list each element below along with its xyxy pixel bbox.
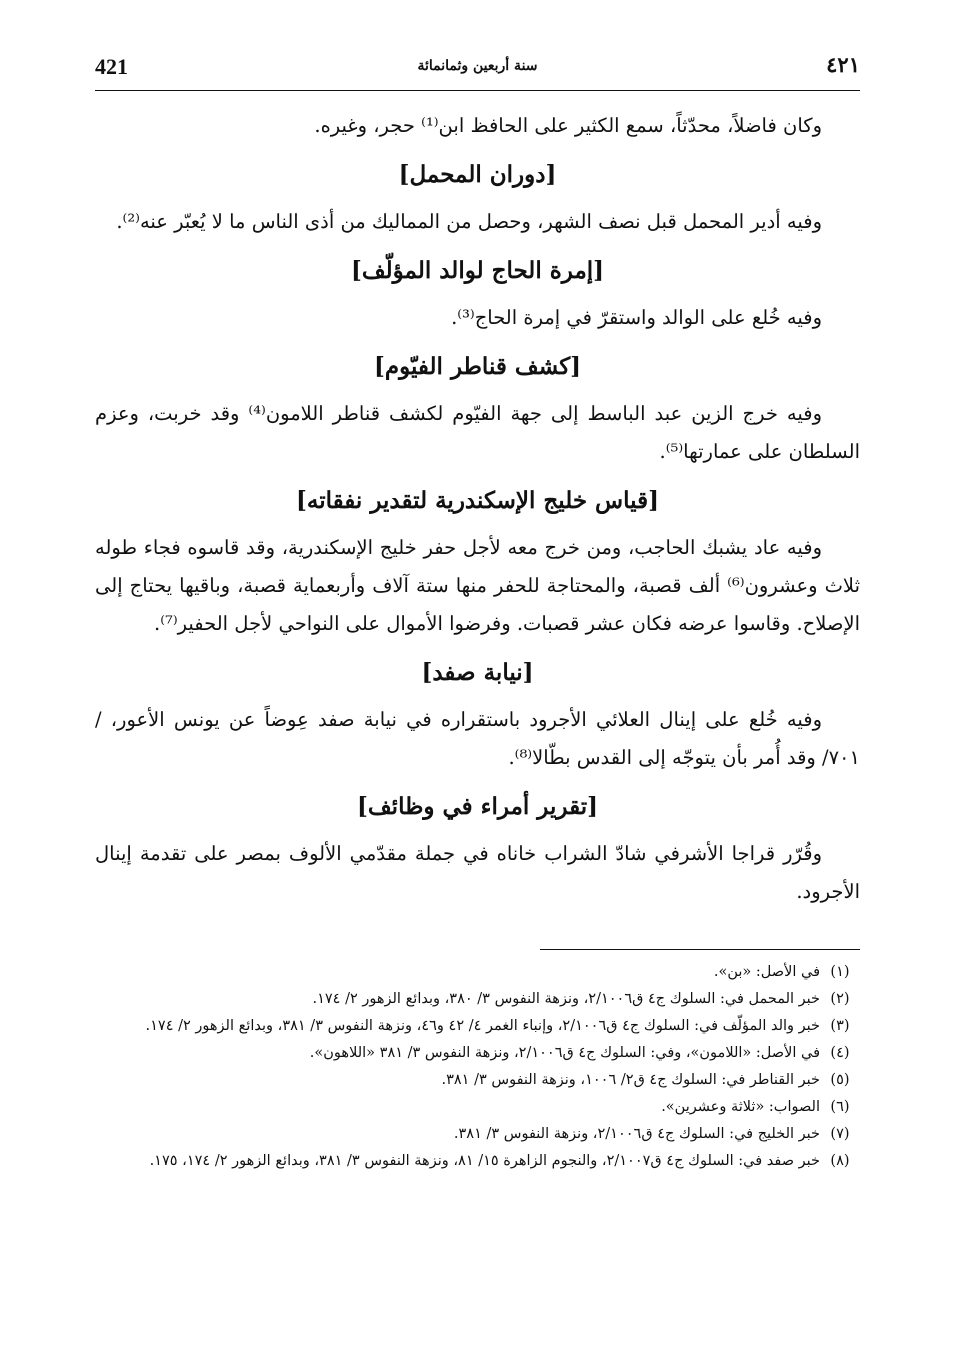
footnote-number: (٥) bbox=[830, 1072, 850, 1088]
footnote-text: الصواب: «ثلاثة وعشرين». bbox=[661, 1099, 820, 1115]
paragraph: وكان فاضلاً، محدّثاً، سمع الكثير على الحافظ ابن⁽¹⁾ حجر، وغيره. bbox=[314, 114, 822, 137]
footnote-number: (١) bbox=[830, 964, 850, 980]
footnote-text: خبر والد المؤلّف في: السلوك ج٤ ق٢/١٠٠٦، وإنباء الغمر ٤/ ٤٢ و٤٦، ونزهة النفوس ٣/ ٣٨١، وبدائع الزهور ٢/ ١٧٤. bbox=[145, 1018, 820, 1034]
footnote-text: خبر المحمل في: السلوك ج٤ ق٢/١٠٠٦، ونزهة النفوس ٣/ ٣٨٠، وبدائع الزهور ٢/ ١٧٤. bbox=[312, 991, 820, 1007]
footnote bbox=[95, 1014, 860, 1038]
footnote-text: في الأصل: «اللامون»، وفي: السلوك ج٤ ق٢/١٠٠٦، ونزهة النفوس ٣/ ٣٨١ «اللاهون». bbox=[309, 1045, 820, 1061]
section-heading: [كشف قناطر الفيّوم] bbox=[373, 353, 582, 380]
paragraph: وقُرّر قراجا الأشرفي شادّ الشراب خاناه في جملة مقدّمي الألوف بمصر على تقدمة إينال الأجرود. bbox=[95, 842, 860, 903]
footnote-text: خبر صفد في: السلوك ج٤ ق٢/١٠٠٧، والنجوم الزاهرة ١٥/ ٨١، ونزهة النفوس ٣/ ٣٨١، وبدائع الزهور ٢/ ١٧٤، ١٧٥. bbox=[149, 1153, 820, 1169]
main-text bbox=[95, 107, 860, 911]
footnote-number: (٧) bbox=[830, 1126, 850, 1142]
paragraph: وفيه عاد يشبك الحاجب، ومن خرج معه لأجل حفر خليج الإسكندرية، وقد قاسوه فجاء طوله ثلاث وعشرون⁽⁶⁾ ألف قصبة، والمحتاجة للحفر منها ستة آلاف وأربعماية قصبة، وباقيها يحتاج إلى الإصلاح. وقاسوا عرضه فكان عشر قصبات. وفرضوا الأموال على النواحي لأجل الحفير⁽⁷⁾. bbox=[95, 536, 860, 635]
section-heading: [قياس خليج الإسكندرية لتقدير نفقاته] bbox=[296, 487, 659, 514]
paragraph: وفيه خُلع على إينال العلائي الأجرود باستقراره في نيابة صفد عِوضاً عن يونس الأعور، / ٧٠١/ وقد أُمر بأن يتوجّه إلى القدس بطّالا⁽⁸⁾. bbox=[95, 708, 860, 769]
footnote bbox=[95, 1041, 860, 1065]
footnote-number: (٤) bbox=[830, 1045, 850, 1061]
footnote-number: (٨) bbox=[830, 1153, 850, 1169]
paragraph: وفيه خُلع على الوالد واستقرّ في إمرة الحاج⁽³⁾. bbox=[451, 306, 822, 329]
section-heading: [نيابة صفد] bbox=[421, 659, 534, 686]
section-heading: [إمرة الحاج لوالد المؤلّف] bbox=[350, 257, 605, 284]
footnote-number: (٣) bbox=[830, 1018, 850, 1034]
footnote-text: خبر القناطر في: السلوك ج٤ ق٢/ ١٠٠٦، ونزهة النفوس ٣/ ٣٨١. bbox=[441, 1072, 820, 1088]
page-header bbox=[95, 48, 860, 91]
footnote bbox=[95, 1068, 860, 1092]
section-heading: [دوران المحمل] bbox=[398, 161, 557, 188]
footnote bbox=[95, 1149, 860, 1173]
footnote-number: (٦) bbox=[830, 1099, 850, 1115]
footnote-text: في الأصل: «بن». bbox=[713, 964, 820, 980]
footnote-text: خبر الخليج في: السلوك ج٤ ق٢/١٠٠٦، ونزهة النفوس ٣/ ٣٨١. bbox=[453, 1126, 820, 1142]
footnote bbox=[95, 1122, 860, 1146]
footnote-number: (٢) bbox=[830, 991, 850, 1007]
footnote bbox=[95, 1095, 860, 1119]
section-heading: [تقرير أمراء في وظائف] bbox=[356, 793, 598, 820]
footnote-separator bbox=[540, 949, 860, 950]
paragraph: وفيه أدير المحمل قبل نصف الشهر، وحصل من المماليك من أذى الناس ما لا يُعبّر عنه⁽²⁾. bbox=[116, 210, 822, 233]
book-page bbox=[95, 48, 860, 1176]
running-title: سنة أربعين وثمانمائة bbox=[417, 58, 538, 74]
footnotes bbox=[95, 960, 860, 1173]
footnote bbox=[95, 987, 860, 1011]
footnote bbox=[95, 960, 860, 984]
page-number-latin: 421 bbox=[95, 54, 128, 79]
paragraph: وفيه خرج الزين عبد الباسط إلى جهة الفيّوم لكشف قناطر اللامون⁽⁴⁾ وقد خربت، وعزم السلطان على عمارتها⁽⁵⁾. bbox=[95, 402, 860, 463]
page-number-arabic: ٤٢١ bbox=[826, 52, 860, 77]
